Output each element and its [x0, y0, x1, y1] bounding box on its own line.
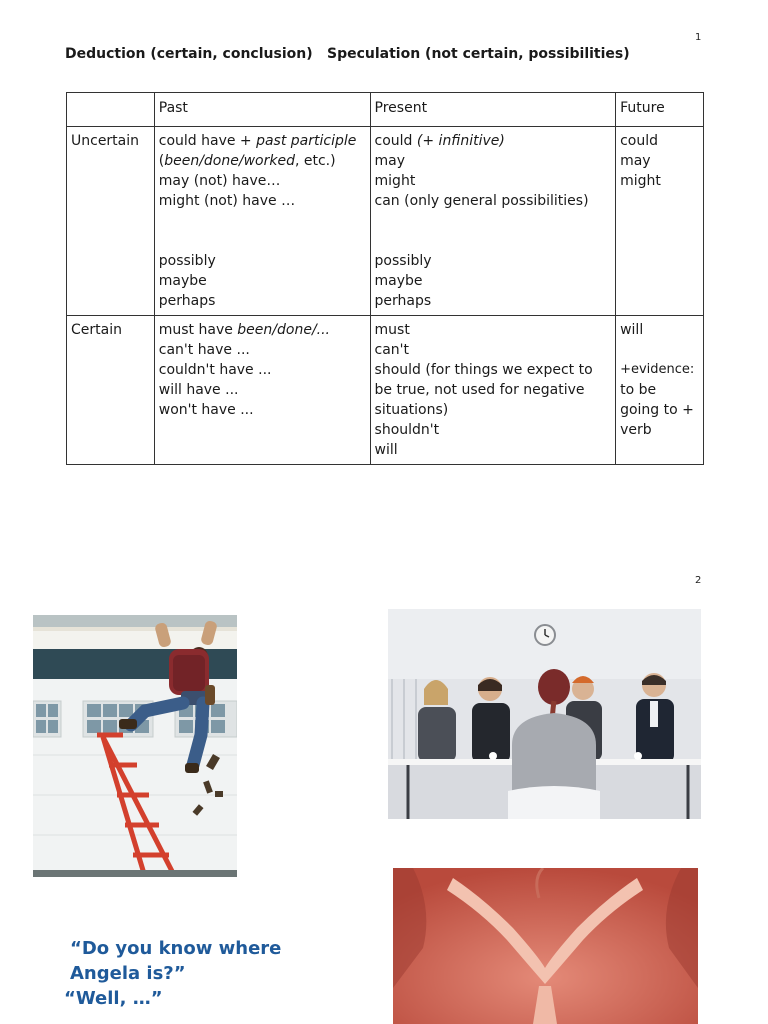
row-label-uncertain: Uncertain [67, 127, 155, 316]
uncertain-past-line: might (not) have … [158, 193, 296, 209]
certain-future-line: will [620, 322, 644, 338]
quote-line: Angela is?” [70, 963, 186, 984]
uncertain-past-adverb: possibly [158, 253, 216, 269]
page-number: 1 [695, 32, 702, 43]
header-present: Present [370, 93, 616, 127]
certain-past-line: must have been/done/... [158, 322, 331, 338]
certain-future-line: +evidence: [620, 362, 695, 377]
uncertain-present-adverb: perhaps [374, 293, 432, 309]
man-falling-off-ladder-photo [33, 615, 237, 877]
table-header-row [67, 93, 704, 127]
table-row-certain [67, 316, 704, 465]
header-past: Past [154, 93, 370, 127]
certain-present-line: will [374, 442, 398, 458]
interview-illustration [388, 609, 701, 819]
uncertain-future-line: could [620, 133, 659, 149]
heading-speculation: Speculation (not certain, possibilities) [327, 46, 630, 62]
ladder-illustration [33, 615, 237, 877]
uncertain-past-adverb: perhaps [158, 293, 216, 309]
quote-line: “Do you know where [70, 938, 282, 959]
uncertain-present-line: can (only general possibilities) [374, 193, 589, 209]
uncertain-past-cell [154, 127, 370, 316]
certain-past-line: will have ... [158, 382, 239, 398]
certain-future-line: verb [620, 422, 652, 438]
uncertain-present-adverb: possibly [374, 253, 432, 269]
certain-past-line: can't have ... [158, 342, 250, 358]
sunburn-illustration [393, 868, 698, 1024]
header-empty [67, 93, 155, 127]
certain-past-line: couldn't have ... [158, 362, 272, 378]
certain-present-line: should (for things we expect to [374, 362, 593, 378]
quote-line: “Well, …” [64, 988, 163, 1009]
uncertain-present-line: may [374, 153, 406, 169]
job-interview-panel-photo [388, 609, 701, 819]
certain-future-line: going to + [620, 402, 694, 418]
header-future: Future [616, 93, 704, 127]
uncertain-past-line: could have + past participle [158, 133, 357, 149]
certain-present-line: situations) [374, 402, 449, 418]
certain-present-line: be true, not used for negative [374, 382, 585, 398]
uncertain-past-line: (been/done/worked, etc.) [158, 153, 336, 169]
uncertain-past-line: may (not) have… [158, 173, 281, 189]
certain-present-line: shouldn't [374, 422, 440, 438]
modal-verbs-table [66, 92, 704, 465]
uncertain-present-cell [370, 127, 616, 316]
table-row-uncertain [67, 127, 704, 316]
uncertain-future-cell [616, 127, 704, 316]
uncertain-future-line: might [620, 173, 661, 189]
uncertain-future-line: may [620, 153, 651, 169]
dialogue-quote [64, 936, 281, 1011]
certain-past-cell [154, 316, 370, 465]
uncertain-present-line: could (+ infinitive) [374, 133, 505, 149]
certain-present-line: must [374, 322, 410, 338]
certain-present-line: can't [374, 342, 410, 358]
heading-deduction: Deduction (certain, conclusion) [65, 46, 313, 62]
certain-future-cell [616, 316, 704, 465]
row-label-certain: Certain [67, 316, 155, 465]
certain-present-cell [370, 316, 616, 465]
sunburned-back-photo [393, 868, 698, 1024]
headings [65, 46, 630, 62]
uncertain-present-line: might [374, 173, 416, 189]
uncertain-present-adverb: maybe [374, 273, 423, 289]
page-number: 2 [695, 575, 702, 586]
uncertain-past-adverb: maybe [158, 273, 207, 289]
certain-past-line: won't have ... [158, 402, 254, 418]
certain-future-line: to be [620, 382, 657, 398]
